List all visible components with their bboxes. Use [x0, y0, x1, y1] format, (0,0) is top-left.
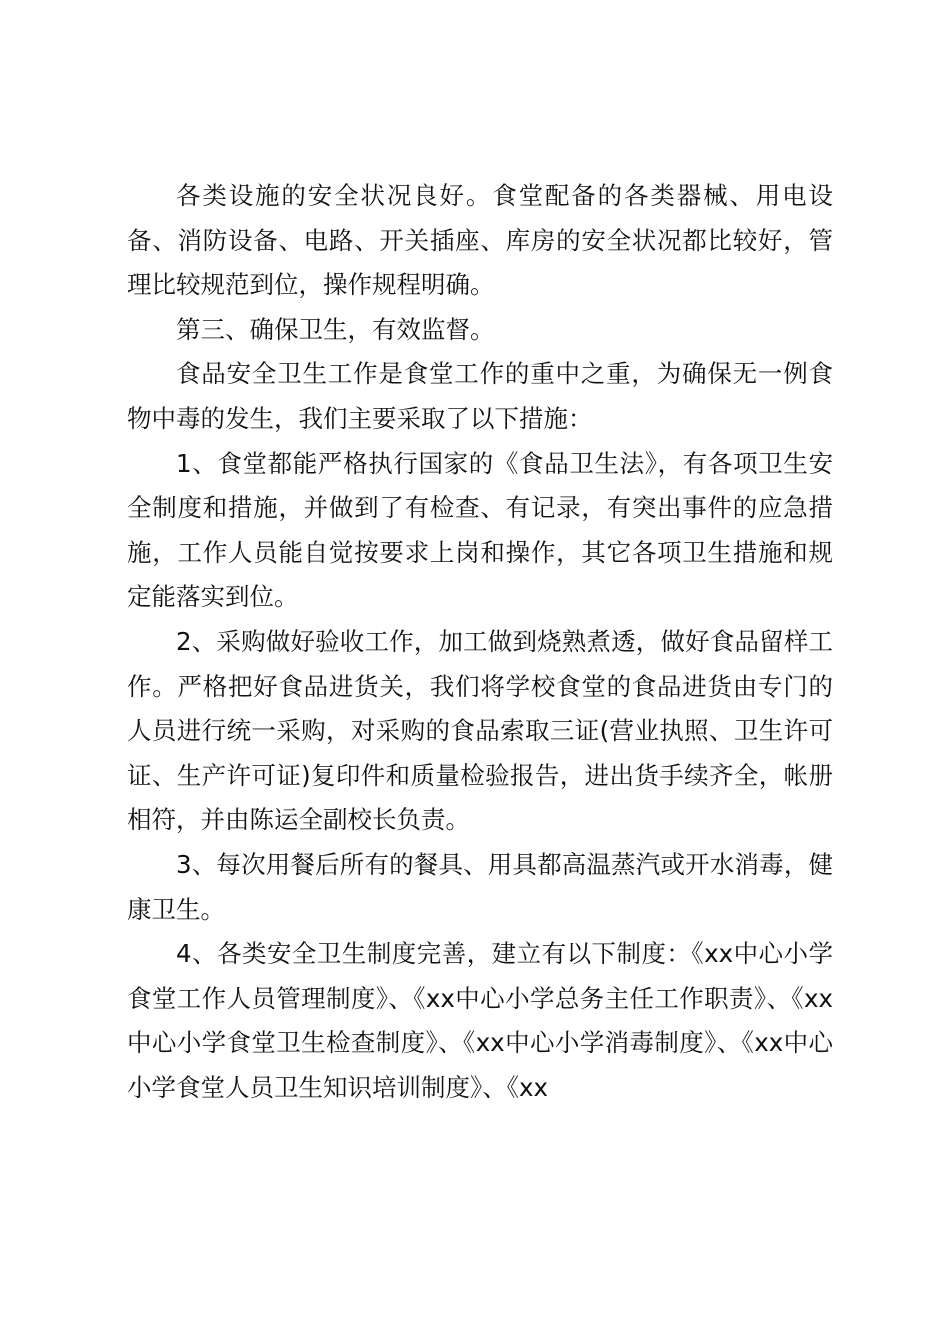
paragraph-measure-4: 4、各类安全卫生制度完善，建立有以下制度：《xx中心小学食堂工作人员管理制度》、《xx中心小学总务主任工作职责》、《xx中心小学食堂卫生检查制度》、《xx中心小学消毒制度》、《xx中心小学食堂人员卫生知识培训制度》、《xx	[127, 939, 833, 1102]
paragraph-measure-3: 3、每次用餐后所有的餐具、用具都高温蒸汽或开水消毒，健康卫生。	[127, 849, 833, 924]
paragraph-food-safety-intro: 食品安全卫生工作是食堂工作的重中之重，为确保无一例食物中毒的发生，我们主要采取了以下措施：	[127, 359, 833, 433]
document-body	[127, 174, 833, 1110]
paragraph-section-three-heading: 第三、确保卫生，有效监督。	[176, 314, 495, 344]
paragraph-measure-2: 2、采购做好验收工作，加工做到烧熟煮透，做好食品留样工作。严格把好食品进货关，我们将学校食堂的食品进货由专门的人员进行统一采购，对采购的食品索取三证(营业执照、卫生许可证、生产许可证)复印件和质量检验报告，进出货手续齐全，帐册相符，并由陈运全副校长负责。	[127, 626, 833, 835]
paragraph-measure-1: 1、食堂都能严格执行国家的《食品卫生法》，有各项卫生安全制度和措施，并做到了有检查、有记录，有突出事件的应急措施，工作人员能自觉按要求上岗和操作，其它各项卫生措施和规定能落实到位。	[127, 448, 833, 612]
paragraph-facilities-safety: 各类设施的安全状况良好。食堂配备的各类器械、用电设备、消防设备、电路、开关插座、库房的安全状况都比较好，管理比较规范到位，操作规程明确。	[127, 181, 833, 300]
